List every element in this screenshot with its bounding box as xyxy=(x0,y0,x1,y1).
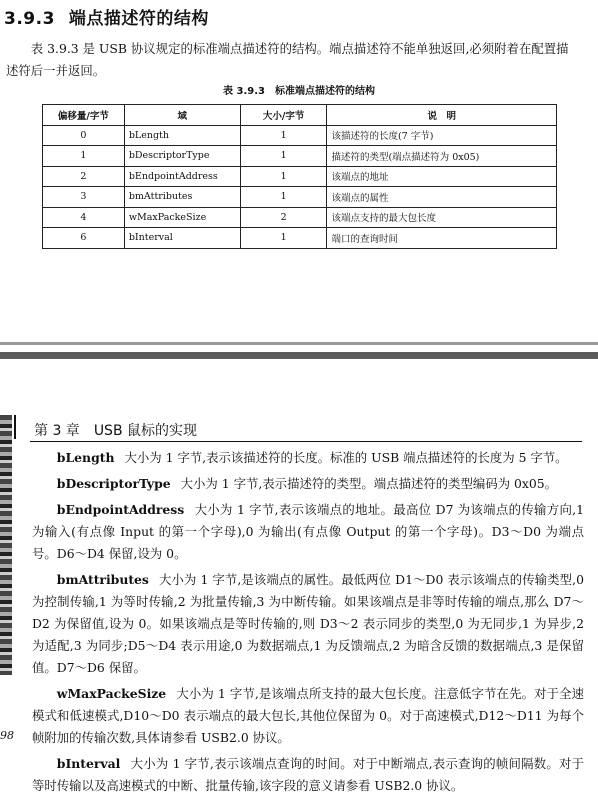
descriptor-table xyxy=(42,104,557,249)
field-text: 大小为 1 字节,表示该描述符的长度。标准的 USB 端点描述符的长度为 5 字节。 xyxy=(124,450,568,465)
cell-offset: 4 xyxy=(43,207,125,228)
header-description: 说 明 xyxy=(327,105,557,126)
field-paragraph xyxy=(32,569,584,679)
section-title: 端点描述符的结构 xyxy=(68,9,209,29)
chapter-title: USB 鼠标的实现 xyxy=(93,423,198,439)
cell-size: 2 xyxy=(240,207,327,228)
intro-paragraph: 表 3.9.3 是 USB 协议规定的标准端点描述符的结构。端点描述符不能单独返回,必须附着在配置描述符后一并返回。 xyxy=(6,41,569,78)
cell-offset: 3 xyxy=(43,187,125,208)
cell-size: 1 xyxy=(240,125,327,146)
table-row xyxy=(43,187,557,208)
cell-offset: 6 xyxy=(43,228,125,249)
field-descriptions xyxy=(32,447,584,801)
cell-field: bmAttributes xyxy=(124,187,240,208)
table-row xyxy=(43,146,557,167)
table-header-row xyxy=(43,105,557,126)
cell-field: wMaxPackeSize xyxy=(124,207,240,228)
table-caption: 表 3.9.3 标准端点描述符的结构 xyxy=(223,86,375,97)
cell-offset: 0 xyxy=(43,125,125,146)
upper-page xyxy=(0,0,598,345)
cell-field: bEndpointAddress xyxy=(124,166,240,187)
cell-offset: 2 xyxy=(43,166,125,187)
table-row xyxy=(43,207,557,228)
field-text: 大小为 1 字节,表示该端点查询的时间。对于中断端点,表示查询的帧间隔数。对于等时传输以及高速模式的中断、批量传输,该字段的意义请参看 USB2.0 协议。 xyxy=(32,756,584,793)
chapter-header xyxy=(34,420,197,440)
field-term: bDescriptorType xyxy=(56,476,171,491)
cell-size: 1 xyxy=(240,146,327,167)
field-paragraph xyxy=(32,473,584,495)
field-term: bEndpointAddress xyxy=(56,502,185,517)
header-field: 域 xyxy=(124,105,240,126)
field-text: 大小为 1 字节,表示该端点的地址。最高位 D7 为该端点的传输方向,1 为输入(有点像 Input 的第一个字母),0 为输出(有点像 Output 的第一个字母)。D3～D0 为端点号。D6～D4 保留,设为 0。 xyxy=(32,502,584,561)
field-paragraph xyxy=(32,753,584,797)
table-row xyxy=(43,125,557,146)
cell-description: 该端点的属性 xyxy=(327,187,557,208)
section-number: 3.9.3 xyxy=(4,9,55,29)
cell-offset: 1 xyxy=(43,146,125,167)
field-text: 大小为 1 字节,表示描述符的类型。端点描述符的类型编码为 0x05。 xyxy=(180,476,558,491)
cell-description: 该描述符的长度(7 字节) xyxy=(327,125,557,146)
cell-description: 端口的查询时间 xyxy=(327,228,557,249)
field-paragraph xyxy=(32,683,584,749)
page-number: 98 xyxy=(0,729,14,742)
field-term: wMaxPackeSize xyxy=(56,686,167,701)
header-size: 大小/字节 xyxy=(240,105,327,126)
cell-field: bInterval xyxy=(124,228,240,249)
page-gap-divider xyxy=(0,342,598,345)
cell-description: 描述符的类型(端点描述符为 0x05) xyxy=(327,146,557,167)
lower-page xyxy=(0,359,598,793)
cell-size: 1 xyxy=(240,228,327,249)
field-term: bmAttributes xyxy=(56,572,149,587)
table-row xyxy=(43,228,557,249)
field-paragraph xyxy=(32,447,584,469)
field-paragraph xyxy=(32,499,584,565)
field-term: bInterval xyxy=(56,756,121,771)
field-term: bLength xyxy=(56,450,115,465)
book-spine-edge xyxy=(0,415,12,675)
cell-size: 1 xyxy=(240,166,327,187)
section-heading xyxy=(4,4,209,29)
chapter-header-rule xyxy=(30,441,582,442)
cell-description: 该端点的地址 xyxy=(327,166,557,187)
header-offset: 偏移量/字节 xyxy=(43,105,125,126)
field-text: 大小为 1 字节,是该端点所支持的最大包长度。注意低字节在先。对于全速模式和低速模式,D10～D0 表示端点的最大包长,其他位保留为 0。对于高速模式,D12～D11 为每个帧附加的传输次数,具体请参看 USB2.0 协议。 xyxy=(32,686,584,745)
table-row xyxy=(43,166,557,187)
cell-description: 该端点支持的最大包长度 xyxy=(327,207,557,228)
field-text: 大小为 1 字节,是该端点的属性。最低两位 D1～D0 表示该端点的传输类型,0 为控制传输,1 为等时传输,2 为批量传输,3 为中断传输。如果该端点是非等时传输的端点,那么 D7～D2 为保留值,设为 0。如果该端点是等时传输的,则 D3～2 表示同步的类型,0 为无同步,1 为异步,2 为适配,3 为同步;D5～D4 表示用途,0 为数据端点,1 为反馈端点,2 为暗含反馈的数据端点,3 是保留值。D7～D6 保留。 xyxy=(32,572,584,675)
cell-size: 1 xyxy=(240,187,327,208)
page-edge-divider xyxy=(0,352,598,359)
chapter-number: 第 3 章 xyxy=(34,423,80,439)
chapter-marker-bar xyxy=(14,415,16,439)
cell-field: bDescriptorType xyxy=(124,146,240,167)
cell-field: bLength xyxy=(124,125,240,146)
